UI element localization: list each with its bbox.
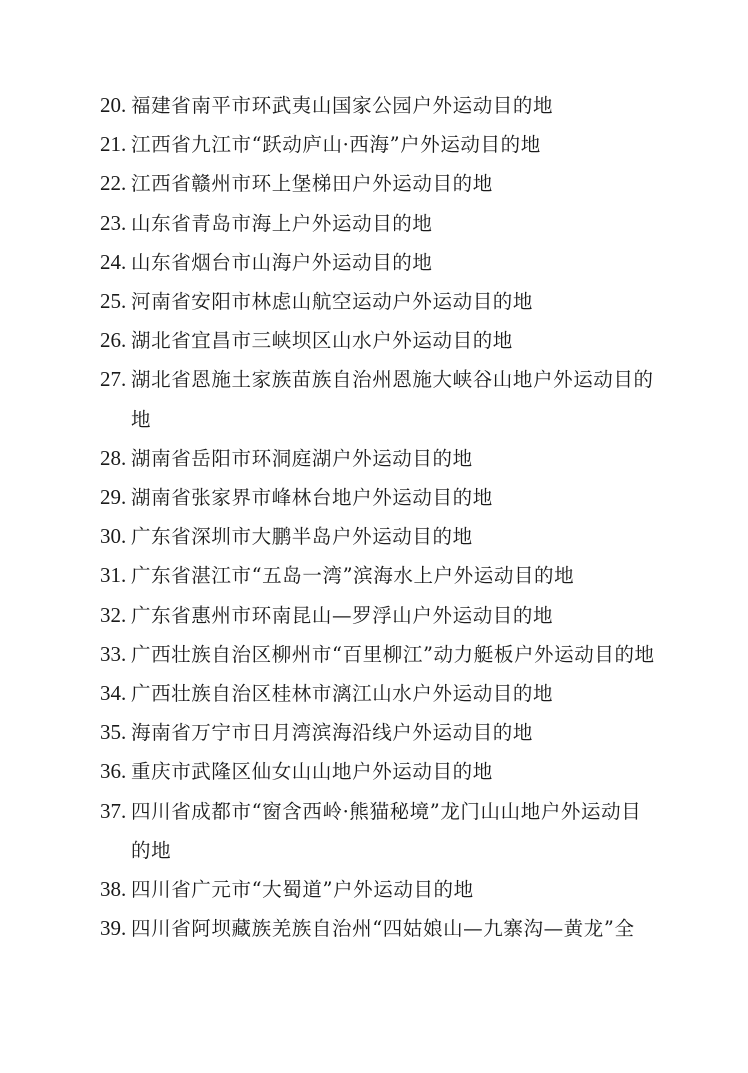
- list-item: [100, 752, 660, 791]
- item-text: 湖北省宜昌市三峡坝区山水户外运动目的地: [131, 329, 513, 353]
- list-item: [100, 478, 660, 517]
- list-item: [100, 125, 660, 164]
- item-number: 37.: [100, 798, 127, 823]
- item-text: 湖北省恩施土家族苗族自治州恩施大峡谷山地户外运动目的地: [131, 368, 654, 431]
- list-item: [100, 321, 660, 360]
- list-item: [100, 596, 660, 635]
- item-number: 31.: [100, 563, 127, 588]
- list-item: [100, 713, 660, 752]
- list-item: [100, 439, 660, 478]
- item-text: 江西省九江市“跃动庐山·西海”户外运动目的地: [131, 133, 541, 157]
- item-number: 39.: [100, 916, 127, 941]
- item-text: 广东省惠州市环南昆山—罗浮山户外运动目的地: [131, 603, 554, 627]
- item-number: 29.: [100, 485, 127, 510]
- item-number: 30.: [100, 524, 127, 549]
- item-number: 32.: [100, 602, 127, 627]
- item-text: 广西壮族自治区柳州市“百里柳江”动力艇板户外运动目的地: [131, 642, 655, 666]
- item-text: 四川省阿坝藏族羌族自治州“四姑娘山—九寨沟—黄龙”全: [131, 917, 635, 941]
- item-text: 广东省湛江市“五岛一湾”滨海水上户外运动目的地: [131, 564, 575, 588]
- item-text: 河南省安阳市林虑山航空运动户外运动目的地: [131, 290, 534, 314]
- item-text: 广东省深圳市大鹏半岛户外运动目的地: [131, 525, 473, 549]
- list-item: [100, 164, 660, 203]
- list-item: [100, 556, 660, 595]
- item-text: 福建省南平市环武夷山国家公园户外运动目的地: [131, 94, 554, 117]
- list-item: [100, 792, 660, 870]
- list-item: [100, 86, 660, 125]
- item-number: 23.: [100, 210, 127, 235]
- item-text: 山东省烟台市山海户外运动目的地: [131, 250, 433, 274]
- item-number: 33.: [100, 641, 127, 666]
- item-number: 36.: [100, 759, 127, 784]
- destination-list: [100, 86, 660, 948]
- item-number: 27.: [100, 367, 127, 392]
- item-text: 山东省青岛市海上户外运动目的地: [131, 211, 433, 235]
- list-item: [100, 870, 660, 909]
- list-item: [100, 674, 660, 713]
- list-item: [100, 909, 660, 948]
- item-number: 20.: [100, 93, 127, 117]
- item-number: 24.: [100, 249, 127, 274]
- item-text: 江西省赣州市环上堡梯田户外运动目的地: [131, 172, 493, 196]
- list-item: [100, 635, 660, 674]
- list-item: [100, 282, 660, 321]
- item-number: 28.: [100, 445, 127, 470]
- list-item: [100, 517, 660, 556]
- item-text: 湖南省张家界市峰林台地户外运动目的地: [131, 486, 493, 510]
- list-item: [100, 360, 660, 438]
- item-text: 四川省广元市“大蜀道”户外运动目的地: [131, 878, 474, 902]
- item-text: 重庆市武隆区仙女山山地户外运动目的地: [131, 760, 493, 784]
- list-item: [100, 204, 660, 243]
- item-number: 34.: [100, 681, 127, 706]
- item-number: 35.: [100, 720, 127, 745]
- item-number: 26.: [100, 328, 127, 353]
- item-text: 四川省成都市“窗含西岭·熊猫秘境”龙门山山地户外运动目的地: [131, 799, 642, 862]
- item-number: 21.: [100, 132, 127, 157]
- item-number: 22.: [100, 171, 127, 196]
- item-text: 湖南省岳阳市环洞庭湖户外运动目的地: [131, 446, 473, 470]
- item-number: 25.: [100, 289, 127, 314]
- item-text: 广西壮族自治区桂林市漓江山水户外运动目的地: [131, 682, 554, 706]
- list-item: [100, 243, 660, 282]
- item-text: 海南省万宁市日月湾滨海沿线户外运动目的地: [131, 721, 534, 745]
- item-number: 38.: [100, 877, 127, 902]
